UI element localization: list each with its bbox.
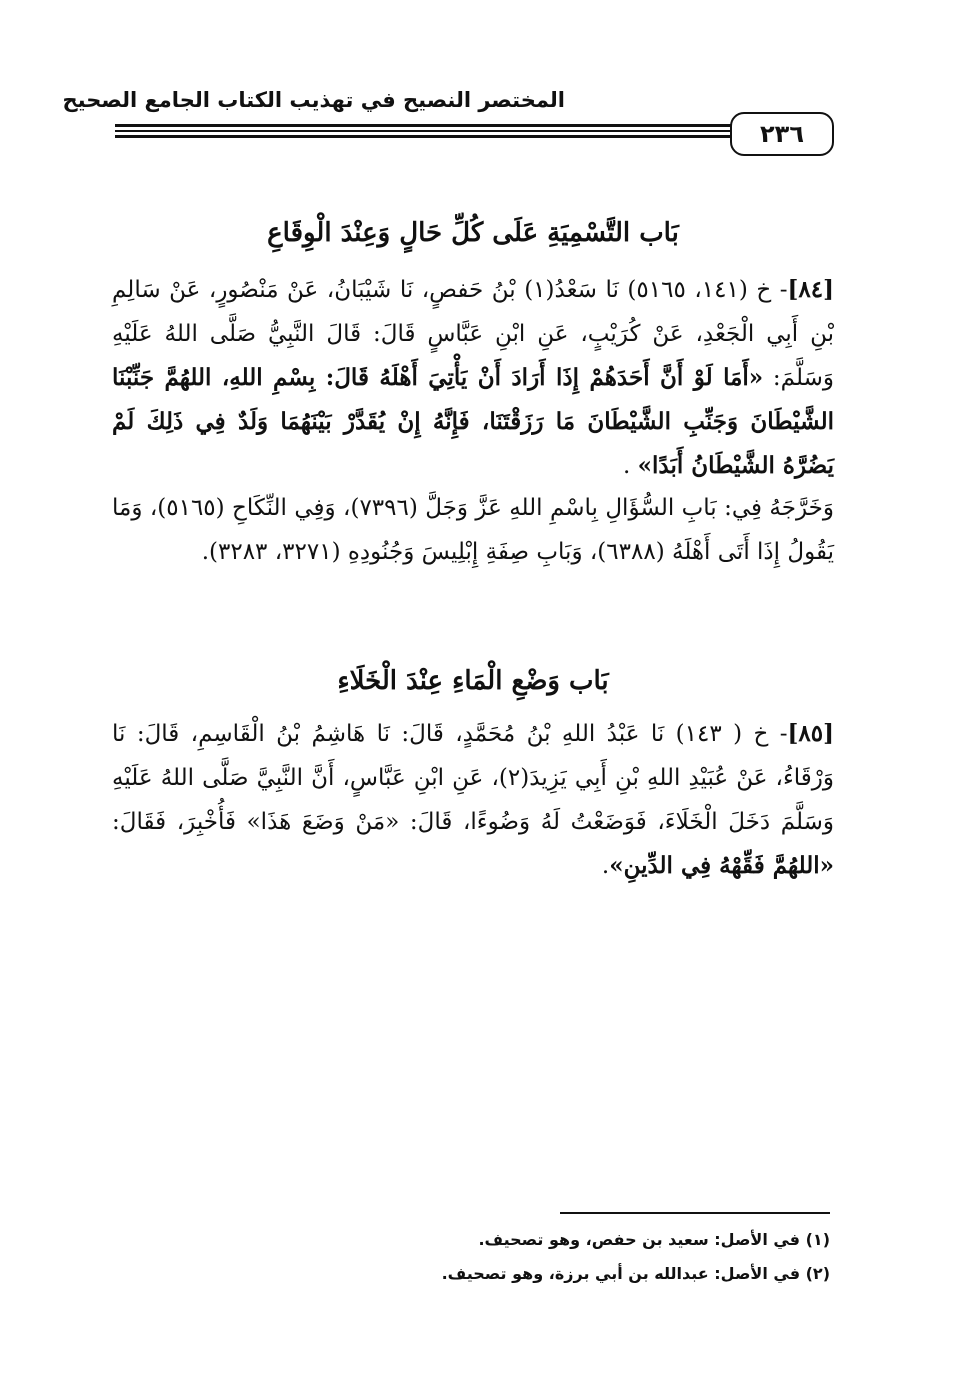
- hadith-quote: «اللهُمَّ فَقِّهْهُ فِي الدِّينِ»: [609, 852, 834, 879]
- header-rule: [115, 124, 733, 127]
- header-rule: [115, 135, 733, 138]
- header-rule: [115, 130, 733, 132]
- hadith-number: [٨٤]: [787, 276, 835, 303]
- takhrij-paragraph: وَخَرَّجَهُ فِي: بَابِ السُّؤَالِ بِاسْمِ اللهِ عَزَّ وَجَلَّ (٧٣٩٦)، وَفِي النِّكَاحِ (٥١٦٥)، وَمَا يَقُولُ إِذَا أَتَى أَهْلَهُ (٦٣٨٨)، وَبَابِ صِفَةِ إِبْلِيسَ وَجُنُودِهِ (٣٢٧١، ٣٢٨٣).: [112, 495, 834, 565]
- hadith-number: [٨٥]: [787, 720, 834, 747]
- isnad-text: - خ (١٤١، ٥١٦٥) نَا سَعْدُ(١) بْنُ حَفصٍ، نَا شَيْبَانُ، عَنْ مَنْصُورٍ، عَنْ سَالِمِ بْنِ أَبِي الْجَعْدِ، عَنْ كُرَيْبٍ، عَنِ ابْنِ عَبَّاسٍ قَالَ: قَالَ النَّبِيُّ صَلَّى اللهُ عَلَيْهِ وَسَلَّمَ:: [112, 277, 834, 391]
- quote-end: .: [623, 453, 638, 479]
- footnote-2: (٢) في الأصل: عبدالله بن أبي برزة، وهو تصحيف.: [441, 1264, 830, 1283]
- chapter-heading: بَاب التَّسْمِيَةِ عَلَى كُلِّ حَالٍ وَعِنْدَ الْوِقَاعِ: [267, 218, 679, 248]
- running-head: المختصر النصيح في تهذيب الكتاب الجامع الصحيح: [62, 88, 565, 112]
- quote-end: .: [601, 853, 610, 879]
- hadith-paragraph: [112, 712, 834, 888]
- hadith-quote: «أَمَا لَوْ أَنَّ أَحَدَهُمْ إِذَا أَرَادَ أَنْ يَأْتِيَ أَهْلَهُ قَالَ: بِسْمِ اللهِ، اللهُمَّ جَنِّبْنَا الشَّيْطَانَ وَجَنِّبِ الشَّيْطَانَ مَا رَزَقْتَنَا، فَإِنَّهُ إِنْ يُقَدَّرْ بَيْنَهُمَا وَلَدٌ فِي ذَلِكَ لَمْ يَضُرَّهُ الشَّيْطَانُ أَبَدًا»: [112, 364, 834, 479]
- hadith-paragraph: [112, 268, 834, 488]
- chapter-heading: بَاب وَضْعِ الْمَاءِ عِنْدَ الْخَلَاءِ: [337, 666, 609, 696]
- footnote-1: (١) في الأصل: سعيد بن حفص، وهو تصحيف.: [478, 1230, 830, 1249]
- page-number: ٢٣٦: [730, 112, 834, 156]
- isnad-text: - خ ( ١٤٣) نَا عَبْدُ اللهِ بْنُ مُحَمَّدٍ، قَالَ: نَا هَاشِمُ بْنُ الْقَاسِمِ، قَالَ: نَا وَرْقَاءُ، عَنْ عُبَيْدِ اللهِ بْنِ أَبِي يَزِيدَ(٢)، عَنِ ابْنِ عَبَّاسٍ، أَنَّ النَّبِيَّ صَلَّى اللهُ عَلَيْهِ وَسَلَّمَ دَخَلَ الْخَلَاءَ، فَوَضَعْتُ لَهُ وَضُوءًا، قَالَ: «مَنْ وَضَعَ هَذَا» فَأُخْبِرَ، فَقَالَ:: [112, 721, 835, 835]
- footnote-divider: [560, 1212, 830, 1214]
